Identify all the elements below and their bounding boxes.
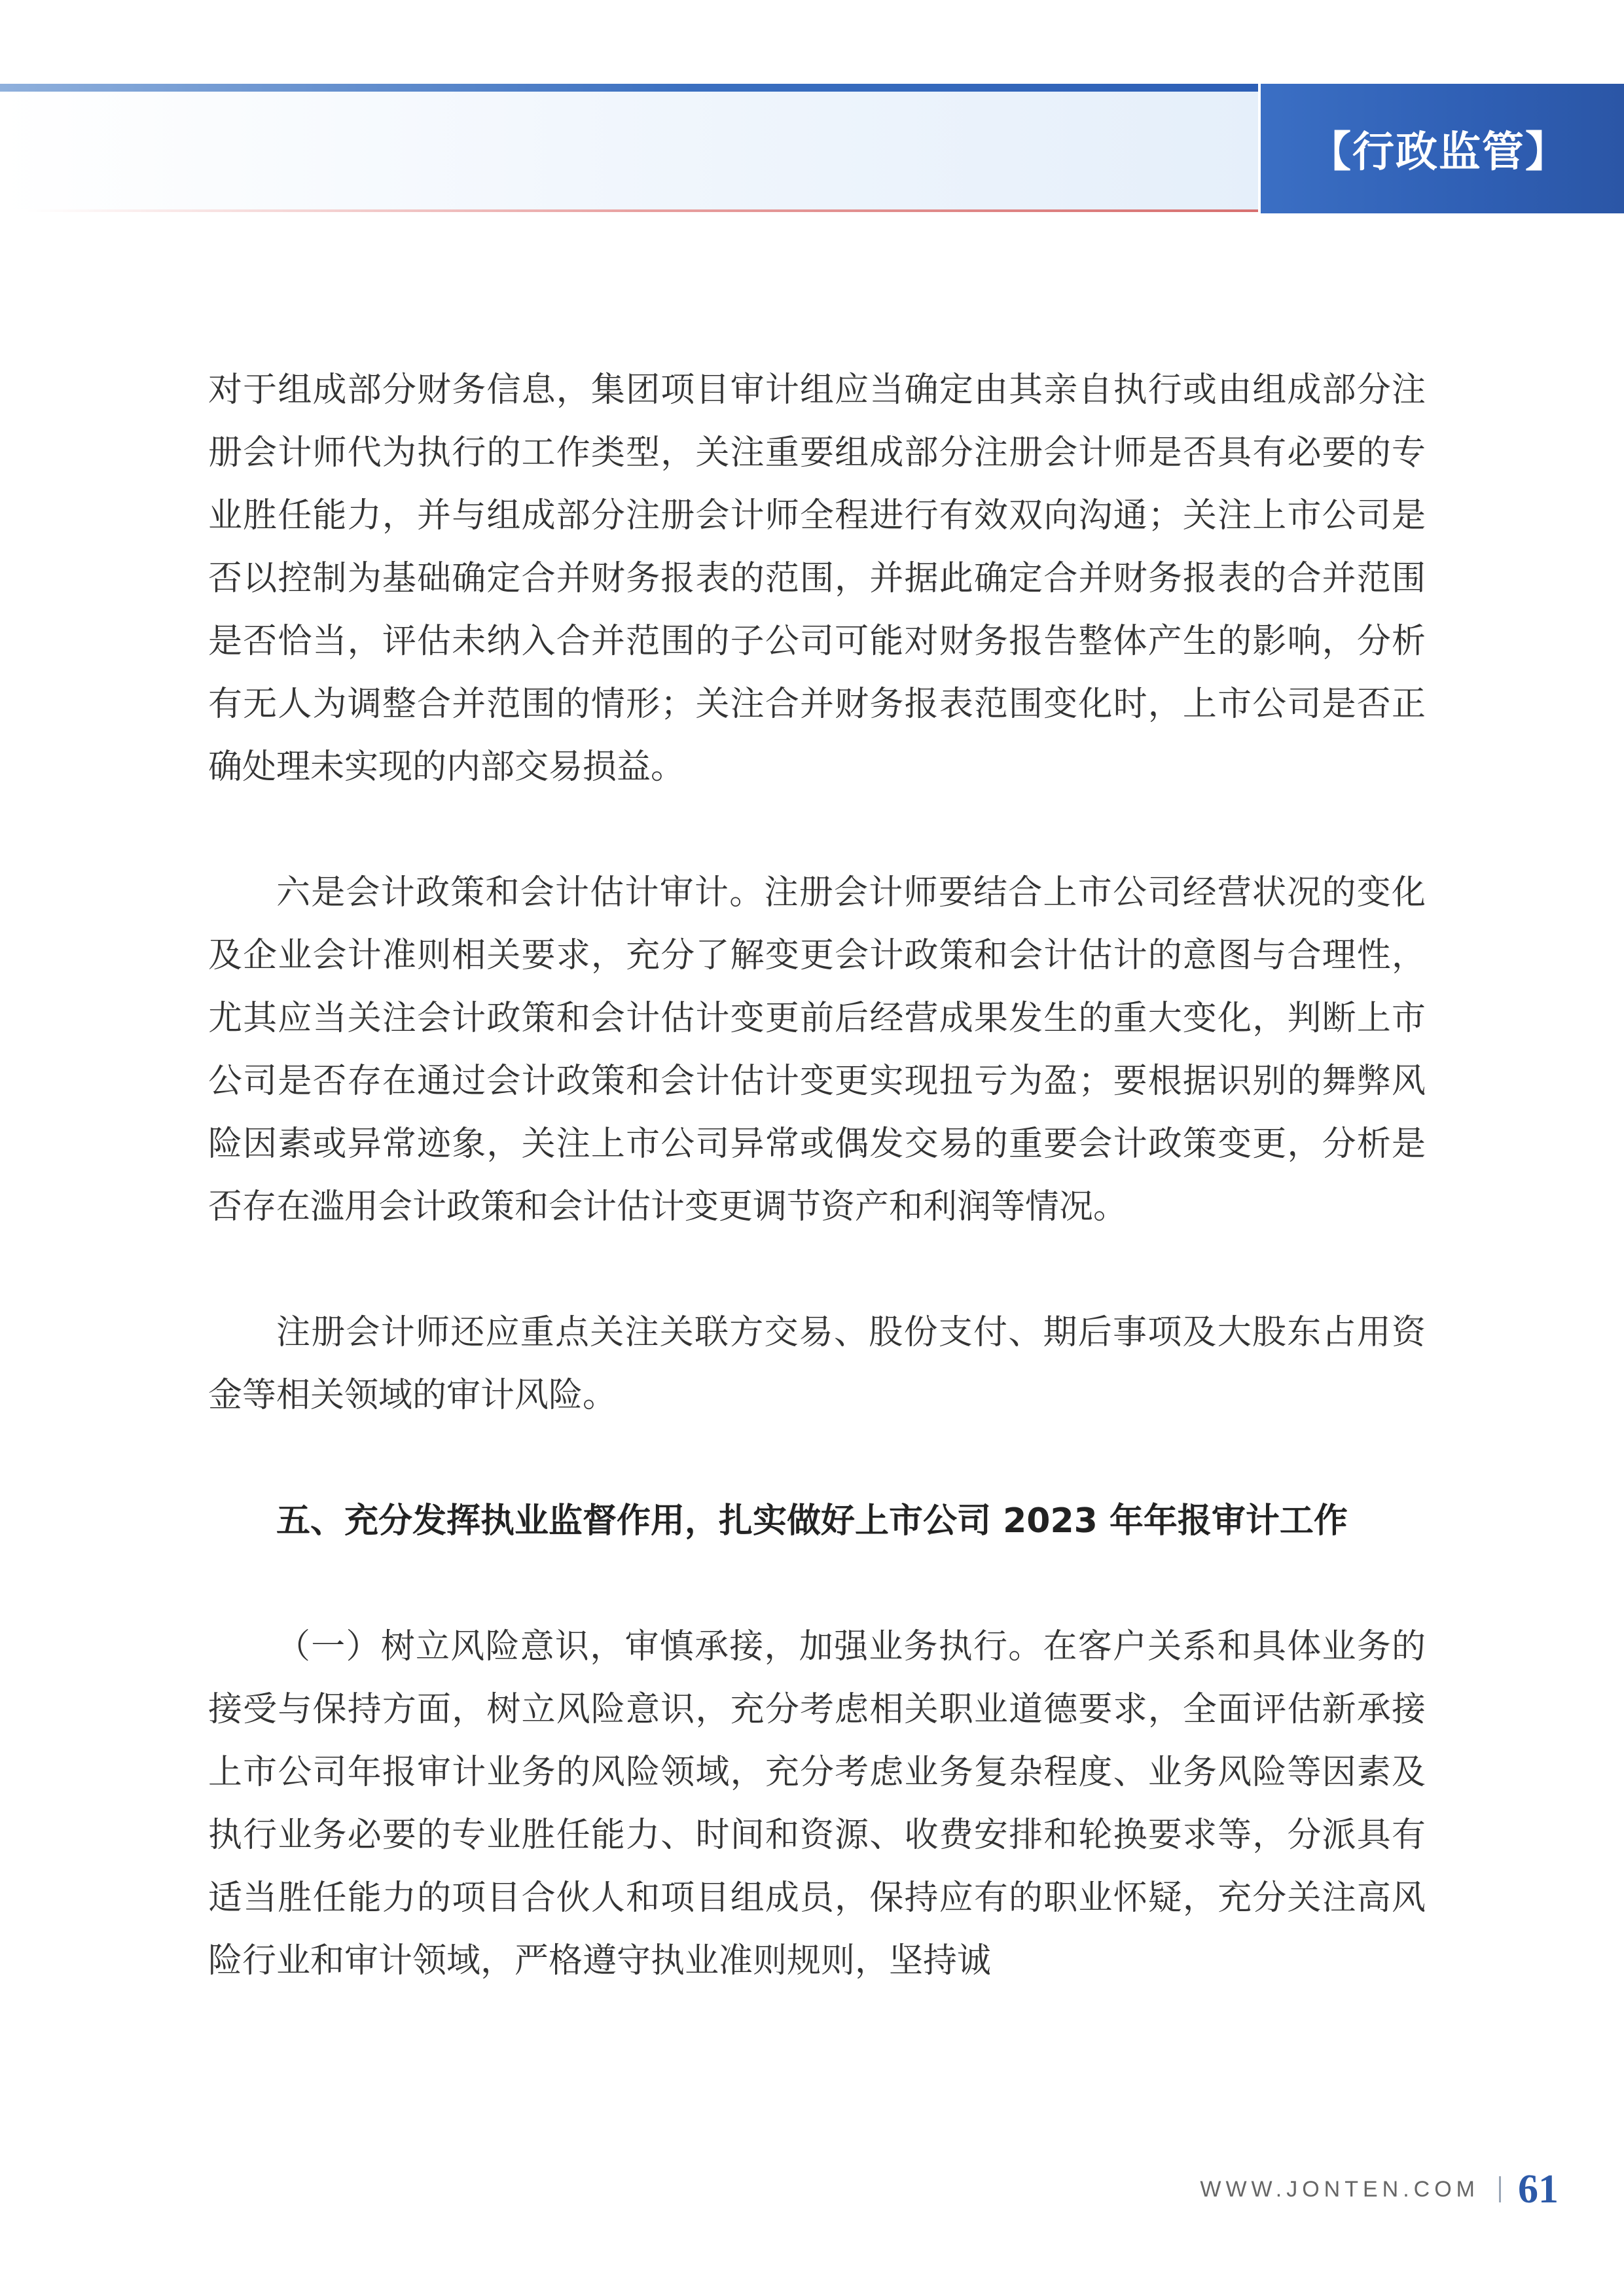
footer-website-link[interactable]: WWW.JONTEN.COM: [1200, 2176, 1479, 2202]
section-heading-five: 五、充分发挥执业监督作用，扎实做好上市公司 2023 年年报审计工作: [276, 1501, 1348, 1541]
paragraph-gap: [208, 1552, 1426, 1615]
header-divider: [26, 209, 1258, 212]
paragraph-other-risks: 注册会计师还应重点关注关联方交易、股份支付、期后事项及大股东占用资金等相关领域的审计风险。: [208, 1313, 1426, 1415]
header-band: [0, 92, 1258, 209]
footer-separator: [1499, 2176, 1501, 2202]
document-body: [208, 359, 1426, 1992]
section-tab-label: 【行政监管】: [1309, 128, 1568, 177]
paragraph-risk-awareness: （一）树立风险意识，审慎承接，加强业务执行。在客户关系和具体业务的接受与保持方面，树立风险意识，充分考虑相关职业道德要求，全面评估新承接上市公司年报审计业务的风险领域，充分考虑业务复杂程度、业务风险等因素及执行业务必要的专业胜任能力、时间和资源、收费安排和轮换要求等，分派具有适当胜任能力的项目合伙人和项目组成员，保持应有的职业怀疑，充分关注高风险行业和审计领域，严格遵守执业准则规则，坚持诚: [208, 1627, 1426, 1981]
page-footer: [1200, 2160, 1559, 2219]
paragraph-gap: [208, 1427, 1426, 1490]
paragraph-gap: [208, 1238, 1426, 1301]
section-tab: [1261, 84, 1624, 213]
paragraph-accounting-policy: 六是会计政策和会计估计审计。注册会计师要结合上市公司经营状况的变化及企业会计准则相关要求，充分了解变更会计政策和会计估计的意图与合理性，尤其应当关注会计政策和会计估计变更前后经营成果发生的重大变化，判断上市公司是否存在通过会计政策和会计估计变更实现扭亏为盈；要根据识别的舞弊风险因素或异常迹象，关注上市公司异常或偶发交易的重要会计政策变更，分析是否存在滥用会计政策和会计估计变更调节资产和利润等情况。: [208, 873, 1426, 1227]
paragraph-gap: [208, 798, 1426, 861]
paragraph-consolidation: 对于组成部分财务信息，集团项目审计组应当确定由其亲自执行或由组成部分注册会计师代为执行的工作类型，关注重要组成部分注册会计师是否具有必要的专业胜任能力，并与组成部分注册会计师全程进行有效双向沟通；关注上市公司是否以控制为基础确定合并财务报表的范围，并据此确定合并财务报表的合并范围是否恰当，评估未纳入合并范围的子公司可能对财务报告整体产生的影响，分析有无人为调整合并范围的情形；关注合并财务报表范围变化时，上市公司是否正确处理未实现的内部交易损益。: [208, 370, 1426, 787]
header-accent-strip: [0, 84, 1258, 92]
page-number: 61: [1518, 2166, 1559, 2212]
